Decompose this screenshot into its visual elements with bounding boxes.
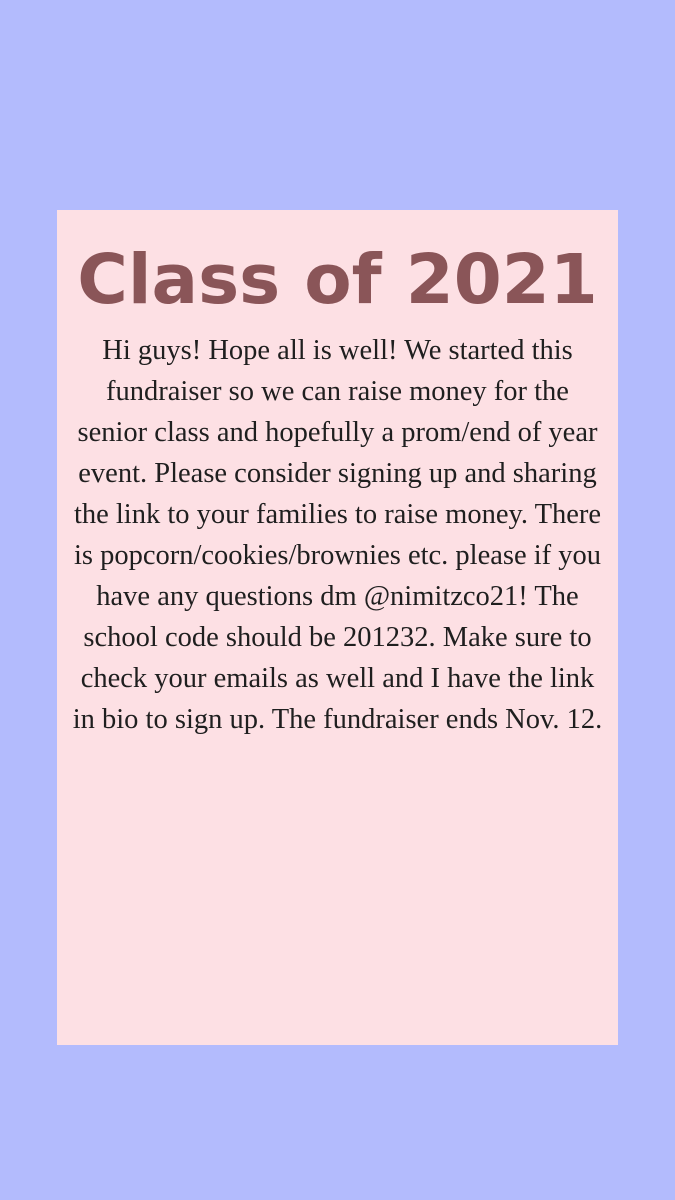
- post-title: Class of 2021: [77, 240, 598, 320]
- post-body: Hi guys! Hope all is well! We started this fundraiser so we can raise money for the senior class and hopefully a prom/end of year event. Please consider signing up and sharing the link to your families to raise money. There is popcorn/cookies/brownies etc. please if you have any questions dm @nimitzco21! The school code should be 201232. Make sure to check your emails as well and I have the link in bio to sign up. The fundraiser ends Nov. 12.: [72, 335, 603, 735]
- announcement-card: [57, 210, 618, 1045]
